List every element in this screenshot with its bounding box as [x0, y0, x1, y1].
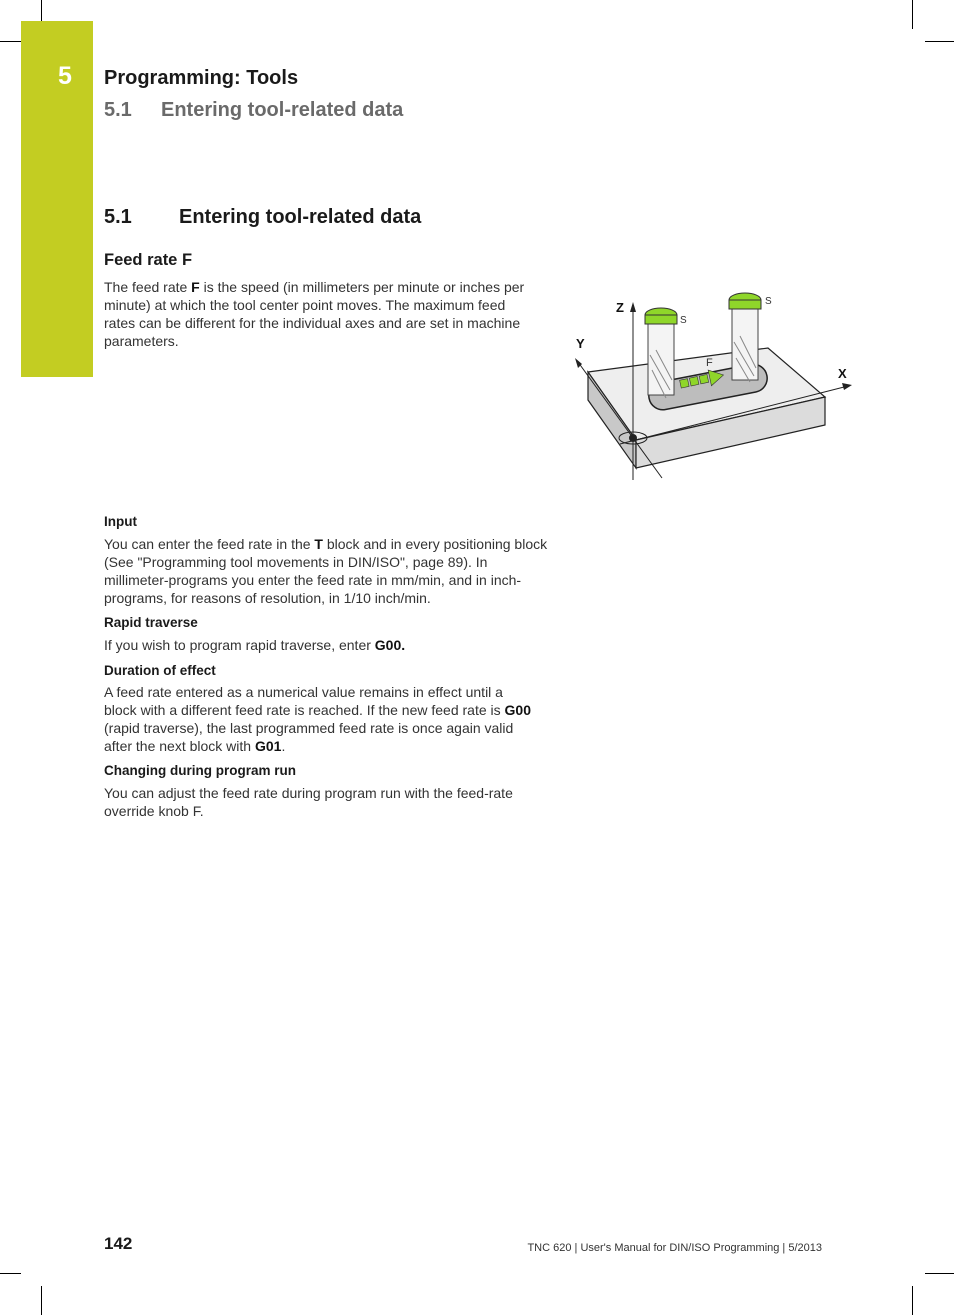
text: If you wish to program rapid traverse, enter [104, 637, 375, 653]
section-title-text: Entering tool-related data [179, 206, 422, 228]
chapter-tab [21, 21, 93, 377]
rapid-traverse-text [104, 636, 549, 654]
changing-text: You can adjust the feed rate during program run with the feed-rate override knob F. [104, 785, 513, 819]
duration-text [104, 683, 534, 755]
text: is the speed (in millimeters per minute or inches per minute) at which the tool center point moves. The maximum feed rates can be different for the individual axes and are set in machine parameters. [104, 279, 525, 349]
bold-term: G01 [254, 738, 282, 754]
crop-mark [925, 41, 954, 42]
axis-label-y: Y [576, 336, 585, 351]
bold-term: G00 [504, 702, 531, 718]
spindle-label-left: S [680, 315, 687, 326]
crop-mark [925, 1273, 954, 1274]
axis-label-x: X [838, 366, 847, 381]
axis-label-z: Z [616, 300, 624, 315]
section-title [104, 206, 421, 229]
input-heading: Input [104, 514, 137, 529]
crop-mark [912, 1286, 913, 1315]
text: You can enter the feed rate in the [104, 536, 315, 552]
duration-heading: Duration of effect [104, 663, 216, 678]
crop-mark [0, 1273, 21, 1274]
text: The feed rate [104, 279, 192, 295]
page-number: 142 [104, 1234, 133, 1253]
crop-mark [0, 41, 21, 42]
crop-mark [41, 0, 42, 21]
bold-term: G00. [374, 637, 406, 653]
feed-rate-intro [104, 278, 529, 350]
running-header-section-number: 5.1 [104, 99, 132, 121]
rapid-traverse-heading: Rapid traverse [104, 615, 198, 630]
bold-term: T [314, 536, 323, 552]
crop-mark [41, 1286, 42, 1315]
text: . [281, 738, 286, 754]
running-header-section [104, 99, 403, 122]
running-header-section-title: Entering tool-related data [161, 99, 404, 121]
running-header-chapter-title: Programming: Tools [104, 67, 299, 89]
text: A feed rate entered as a numerical value remains in effect until a block with a different feed rate is reached. If the new feed rate is [104, 684, 505, 718]
feed-label: F [706, 357, 713, 369]
feed-rate-heading: Feed rate F [104, 251, 193, 269]
text: block and in every positioning block (See "Programming tool movements in DIN/ISO", page 89). In millimeter-programs you enter the feed rate in mm/min, and in inch-programs, for reasons of resolution, in 1/10 inch/min. [104, 536, 548, 606]
changing-heading: Changing during program run [104, 763, 296, 778]
bold-term: F [191, 279, 200, 295]
crop-mark [912, 0, 913, 29]
text: (rapid traverse), the last programmed feed rate is once again valid after the next block with [104, 720, 514, 754]
feed-rate-illustration [570, 280, 860, 490]
section-number: 5.1 [104, 206, 132, 228]
spindle-label-right: S [765, 296, 772, 307]
chapter-number: 5 [58, 62, 72, 90]
input-text [104, 535, 549, 607]
footer-text: TNC 620 | User's Manual for DIN/ISO Programming | 5/2013 [527, 1242, 822, 1254]
